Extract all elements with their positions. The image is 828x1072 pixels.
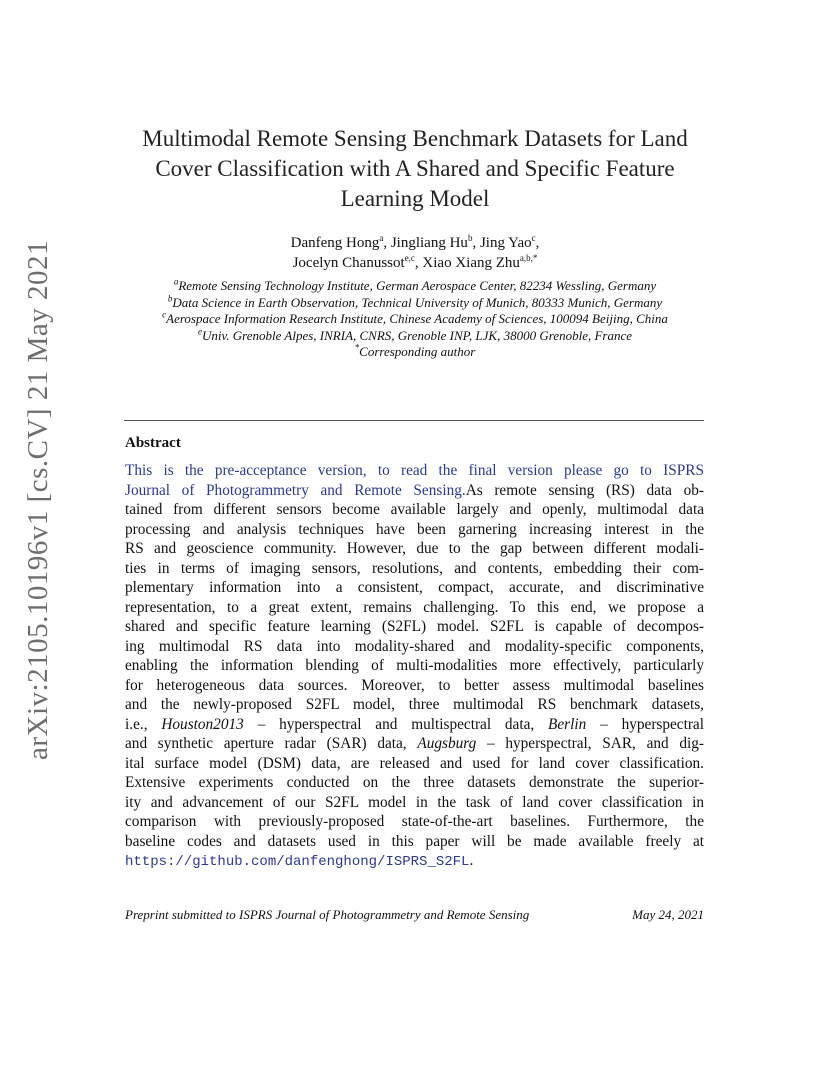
author-line: Jocelyn Chanussot$^{e,c}$, Xiao Xiang Zhu$^{a,b,*}$: [292, 253, 538, 271]
affiliation-text: Univ. Grenoble Alpes, INRIA, CNRS, Grenoble INP, LJK, 38000 Grenoble, France: [201, 327, 633, 343]
affiliation-text: Corresponding author: [359, 344, 476, 359]
abstract-heading: Abstract: [125, 435, 181, 451]
affiliation: [110, 311, 720, 328]
abstract-text: – hyperspectral, SAR, and dig-: [476, 735, 705, 752]
section-divider: [124, 420, 704, 421]
dataset-name: Berlin: [548, 715, 587, 733]
title-line: Learning Model: [340, 186, 490, 211]
author-sup: b: [467, 233, 473, 243]
abstract-line: ity and advancement of our S2FL model in the task of land cover classification in: [125, 793, 704, 811]
paper-title: [126, 124, 704, 214]
affiliation: [110, 278, 720, 295]
author-sup: a: [379, 233, 384, 243]
affiliation-sup: *: [354, 342, 360, 353]
abstract-line: ing multimodal RS data into modality-shared and modality-specific components,: [125, 637, 704, 655]
arxiv-identifier: arXiv:2105.10196v1 [cs.CV] 21 May 2021: [22, 239, 54, 760]
author-sup: a,b,*: [519, 253, 538, 263]
abstract-line: [125, 481, 704, 501]
affiliation: [110, 295, 720, 312]
affiliation-sup: e: [197, 326, 202, 337]
affiliation-sup: a: [173, 276, 179, 287]
abstract-text: .: [469, 852, 474, 869]
author-sup: c: [531, 233, 536, 243]
abstract-text: i.e.,: [125, 715, 162, 733]
affiliation-text: Remote Sensing Technology Institute, German Aerospace Center, 82234 Wessling, Germany: [178, 278, 657, 293]
abstract-line: comparison with previously-proposed state-of-the-art baselines. Furthermore, the: [125, 813, 704, 830]
affiliation: [110, 344, 720, 361]
abstract-line: RS and geoscience community. However, due to the gap between different modali-: [125, 540, 704, 557]
affiliation-text: Aerospace Information Research Institute, Chinese Academy of Sciences, 100094 Beijing, China: [166, 311, 668, 326]
affiliations: [110, 278, 720, 361]
abstract-line: Extensive experiments conducted on the three datasets demonstrate the superior-: [125, 774, 704, 791]
abstract-line: shared and specific feature learning (S2FL) model. S2FL is capable of decompos-: [125, 618, 704, 635]
abstract-text: As remote sensing (RS) data ob-: [465, 481, 704, 499]
abstract-line: ital surface model (DSM) data, are released and used for land cover classification.: [125, 754, 704, 772]
author-name: Danfeng Hong: [290, 235, 380, 251]
github-link[interactable]: https://github.com/danfenghong/ISPRS_S2FL: [125, 854, 470, 870]
title-line: Cover Classification with A Shared and Specific Feature: [155, 156, 675, 181]
footer-date: May 24, 2021: [632, 907, 704, 922]
author-name: Jingliang Hu: [390, 235, 468, 251]
title-line: Multimodal Remote Sensing Benchmark Datasets for Land: [142, 126, 688, 151]
author-name: Jing Yao: [479, 235, 532, 251]
dataset-name: Augsburg: [417, 735, 477, 752]
affiliation-sup: c: [162, 309, 167, 320]
abstract-line: tained from different sensors become available largely and openly, multimodal data: [125, 501, 704, 518]
abstract-text: – hyperspectral: [586, 715, 704, 733]
abstract-text: and synthetic aperture radar (SAR) data,: [125, 735, 418, 752]
journal-link[interactable]: Journal of Photogrammetry and Remote Sensing.: [125, 481, 466, 499]
author-name: Xiao Xiang Zhu: [422, 255, 520, 271]
abstract-body: [125, 461, 704, 873]
abstract-line: ties in terms of imaging sensors, resolutions, and contents, embedding their com-: [125, 559, 704, 577]
dataset-name: Houston2013: [161, 715, 244, 733]
abstract-line: baseline codes and datasets used in this paper will be made available freely at: [125, 832, 704, 850]
abstract-line: plementary information into a consistent, compact, accurate, and discriminative: [125, 579, 704, 596]
abstract-line: [125, 715, 704, 735]
abstract-line: and the newly-proposed S2FL model, three multimodal RS benchmark datasets,: [125, 696, 704, 713]
author-sup: e,c: [404, 253, 415, 263]
footer-journal: Preprint submitted to ISPRS Journal of Photogrammetry and Remote Sensing: [125, 907, 530, 922]
page-footer: [125, 907, 704, 923]
abstract-line: for heterogeneous data sources. Moreover, to better assess multimodal baselines: [125, 676, 704, 694]
abstract-line: [125, 734, 704, 754]
abstract-line: enabling the information blending of multi-modalities more effectively, particularly: [125, 657, 704, 674]
abstract-line: [125, 851, 704, 873]
author-line: Danfeng Hong$^a$, Jingliang Hu$^b$, Jing Yao$^c$,: [290, 233, 540, 251]
abstract-link-line[interactable]: This is the pre-acceptance version, to read the final version please go to ISPRS: [125, 462, 704, 479]
author-name: Jocelyn Chanussot: [292, 255, 405, 271]
affiliation: [110, 328, 720, 345]
affiliation-text: Data Science in Earth Observation, Technical University of Munich, 80333 Munich, Germany: [172, 294, 663, 310]
abstract-line: processing and analysis techniques have been garnering increasing interest in the: [125, 520, 704, 538]
affiliation-sup: b: [167, 293, 173, 304]
abstract-line: representation, to a great extent, remains challenging. To this end, we propose a: [125, 598, 704, 616]
abstract-text: – hyperspectral and multispectral data,: [243, 715, 549, 733]
author-list: [126, 233, 704, 273]
